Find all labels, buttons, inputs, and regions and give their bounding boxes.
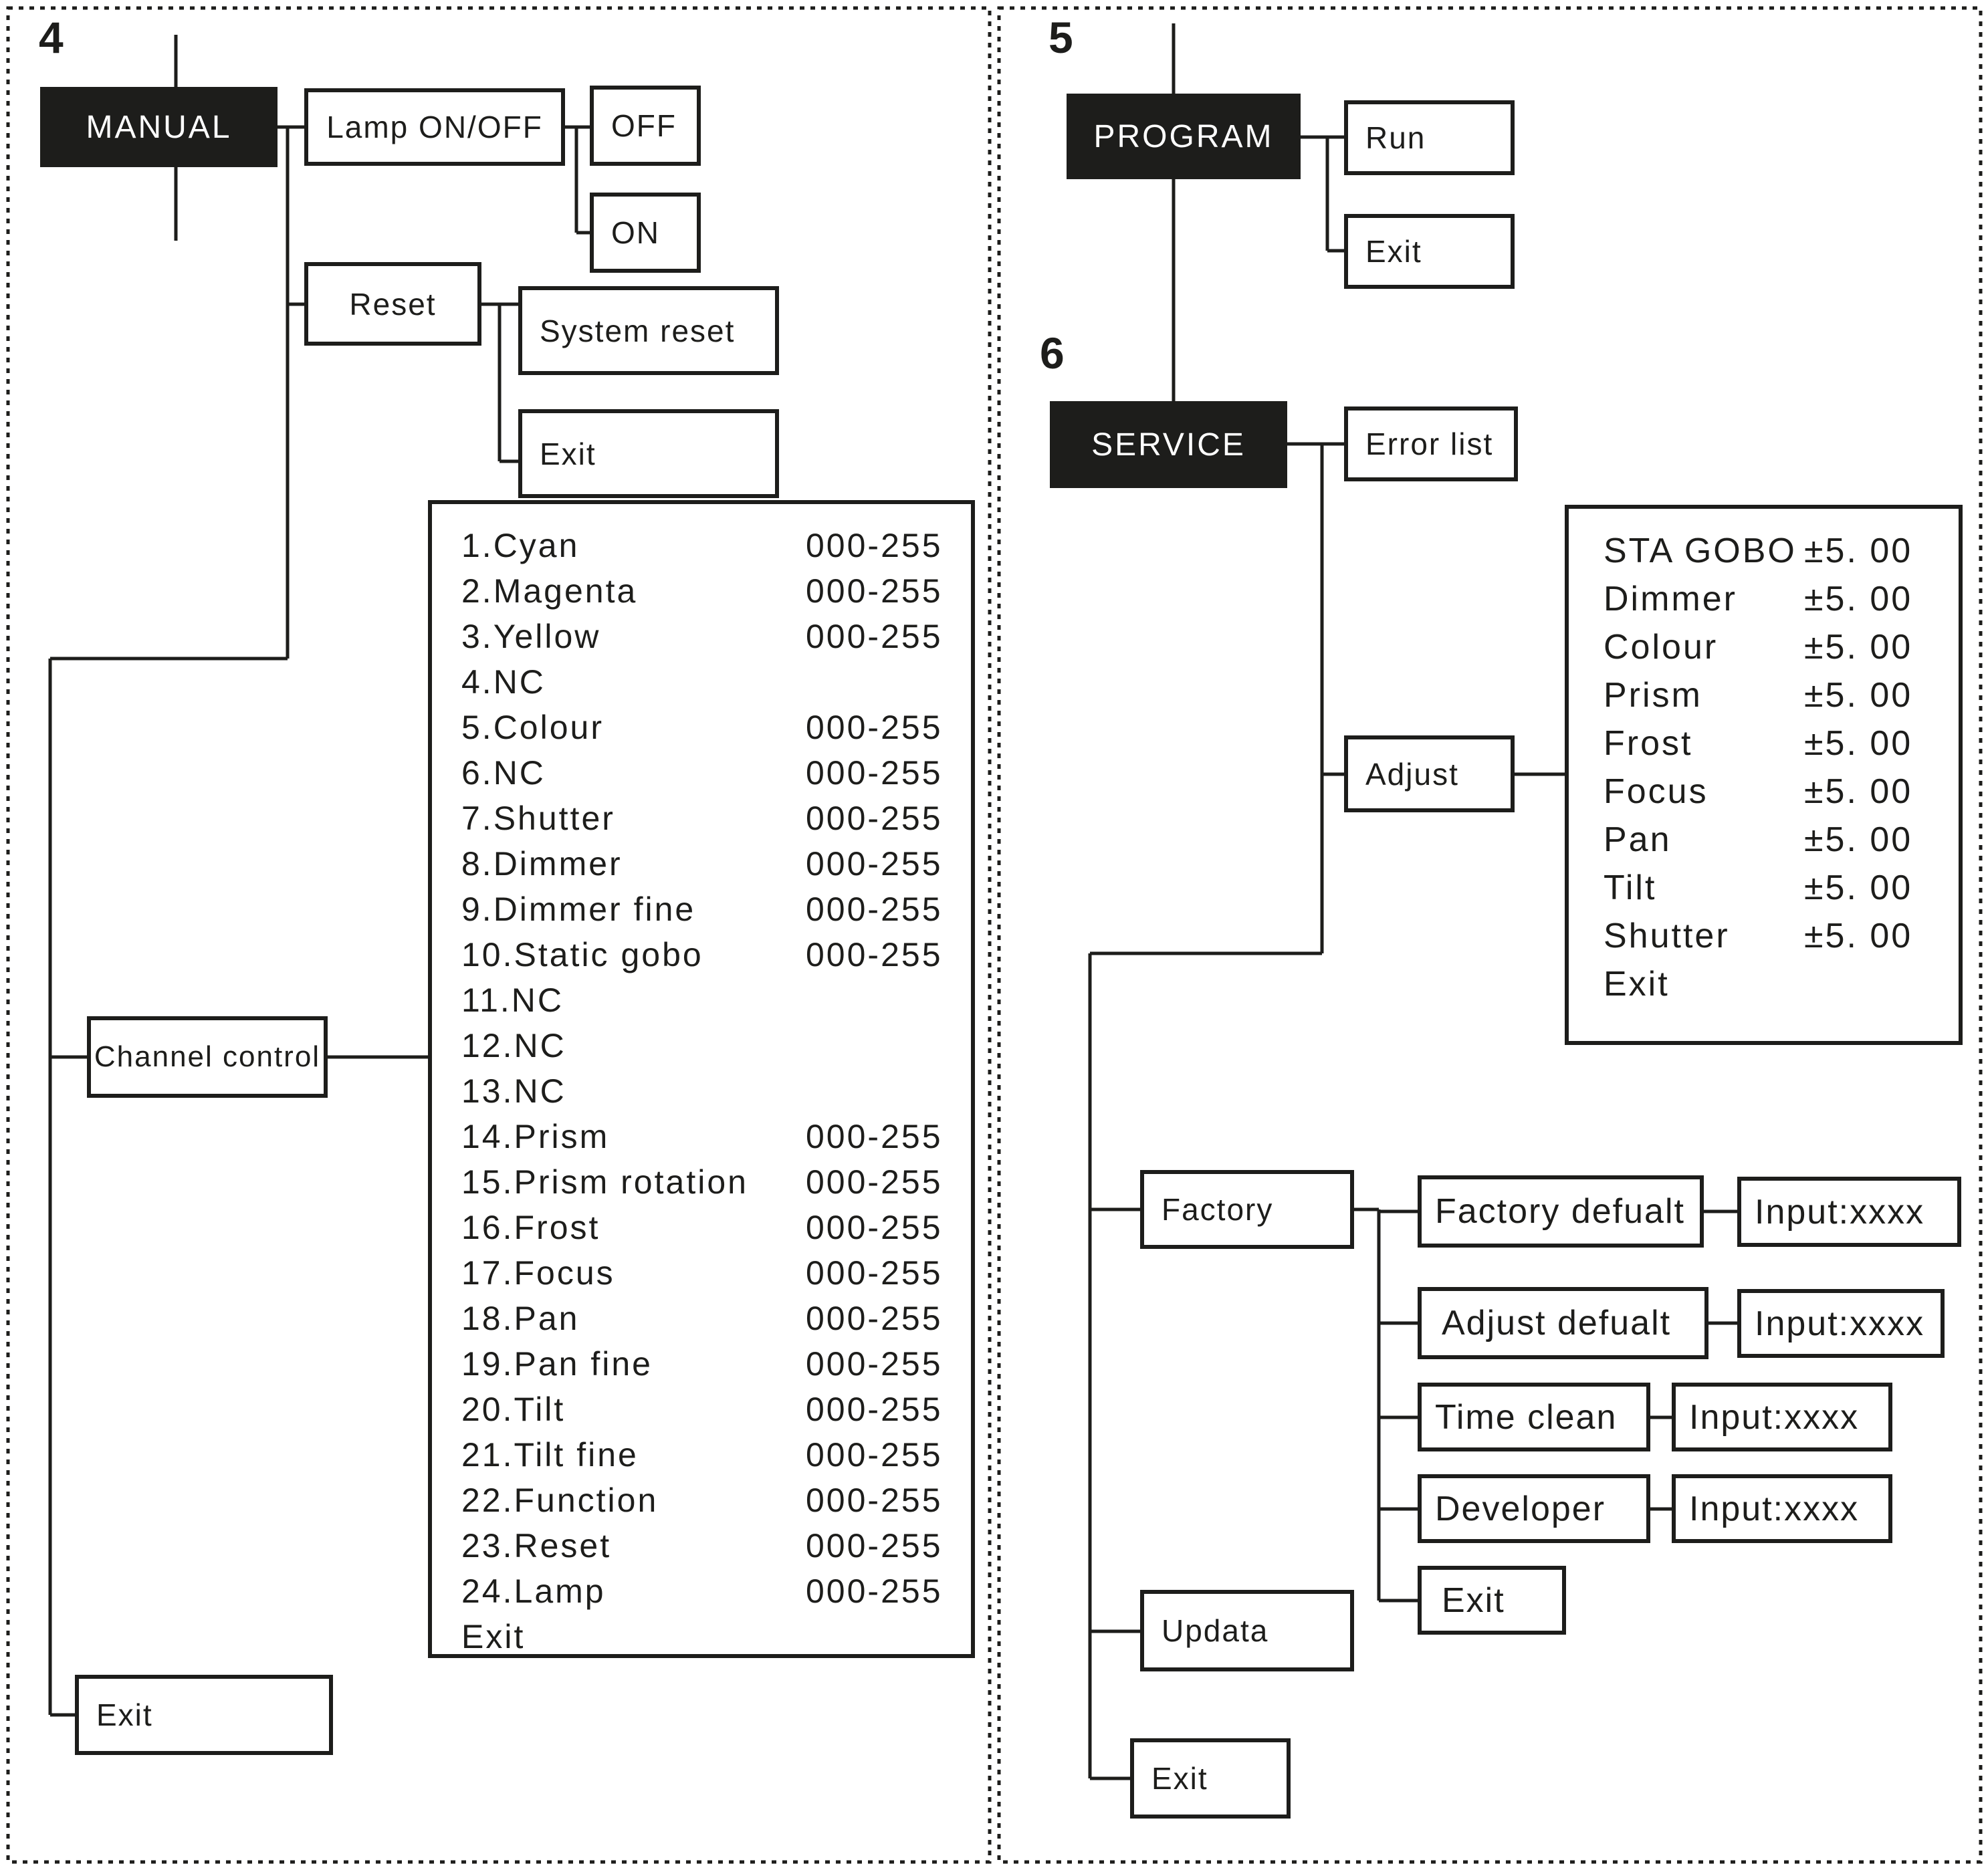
channel-row xyxy=(461,523,956,568)
channel-label: 6.NC xyxy=(461,754,546,792)
channel-range: 000-255 xyxy=(806,1300,943,1337)
channel-row xyxy=(461,1114,956,1159)
channel-row xyxy=(461,705,956,750)
node-adjust-default: Adjust defualt xyxy=(1418,1287,1708,1359)
channel-label: 14.Prism xyxy=(461,1118,610,1155)
channel-range: 000-255 xyxy=(806,527,943,564)
channel-row xyxy=(461,1205,956,1250)
channel-label: 9.Dimmer fine xyxy=(461,891,696,928)
adjust-default-input: Input:xxxx xyxy=(1737,1289,1945,1358)
adjust-row xyxy=(1604,623,1945,671)
node-program: PROGRAM xyxy=(1067,94,1301,179)
channel-label: 15.Prism rotation xyxy=(461,1163,748,1201)
channel-label: 23.Reset xyxy=(461,1527,612,1564)
node-time-clean: Time clean xyxy=(1418,1383,1650,1451)
adjust-value: ±5. 00 xyxy=(1804,676,1913,715)
node-reset-exit: Exit xyxy=(518,409,779,498)
adjust-value: ±5. 00 xyxy=(1804,820,1913,859)
adjust-value: ±5. 00 xyxy=(1804,868,1913,907)
channel-label: 13.NC xyxy=(461,1072,566,1110)
channel-label: 22.Function xyxy=(461,1482,659,1519)
node-service: SERVICE xyxy=(1050,401,1287,488)
channel-label: 18.Pan xyxy=(461,1300,580,1337)
adjust-value: ±5. 00 xyxy=(1804,532,1913,570)
node-system-reset: System reset xyxy=(518,286,779,375)
channel-row xyxy=(461,1068,956,1114)
channel-label: 17.Focus xyxy=(461,1254,615,1292)
adjust-label: STA GOBO xyxy=(1604,532,1797,570)
channel-row xyxy=(461,750,956,796)
channel-label: 5.Colour xyxy=(461,709,604,746)
node-lamp-off: OFF xyxy=(590,86,701,166)
adjust-value: ±5. 00 xyxy=(1804,724,1913,763)
adjust-row xyxy=(1604,768,1945,816)
adjust-value: ±5. 00 xyxy=(1804,580,1913,618)
channel-range: 000-255 xyxy=(806,1572,943,1610)
channel-row xyxy=(461,1341,956,1387)
channel-label: 3.Yellow xyxy=(461,618,601,655)
channel-range: 000-255 xyxy=(806,572,943,610)
channel-range: 000-255 xyxy=(806,754,943,792)
channel-range: 000-255 xyxy=(806,1482,943,1519)
channel-label: 7.Shutter xyxy=(461,800,615,837)
section-number-4: 4 xyxy=(39,13,64,62)
channel-range: 000-255 xyxy=(806,1209,943,1246)
adjust-row xyxy=(1604,960,1945,1008)
adjust-row xyxy=(1604,719,1945,768)
channel-label: 12.NC xyxy=(461,1027,566,1064)
node-manual-exit: Exit xyxy=(75,1675,333,1755)
node-factory: Factory xyxy=(1140,1170,1354,1249)
adjust-row xyxy=(1604,912,1945,960)
developer-input: Input:xxxx xyxy=(1672,1474,1892,1543)
channel-row xyxy=(461,1614,956,1659)
adjust-value: ±5. 00 xyxy=(1804,917,1913,955)
node-service-exit: Exit xyxy=(1130,1738,1291,1819)
node-developer: Developer xyxy=(1418,1474,1650,1543)
channel-range: 000-255 xyxy=(806,1163,943,1201)
channel-label: 24.Lamp xyxy=(461,1572,606,1610)
channel-label: Exit xyxy=(461,1618,526,1655)
node-channel-control: Channel control xyxy=(87,1016,328,1098)
channel-range: 000-255 xyxy=(806,1527,943,1564)
factory-default-input: Input:xxxx xyxy=(1737,1177,1961,1247)
adjust-row xyxy=(1604,575,1945,623)
adjust-label: Frost xyxy=(1604,724,1693,763)
channel-label: 2.Magenta xyxy=(461,572,638,610)
channel-row xyxy=(461,1568,956,1614)
channel-range: 000-255 xyxy=(806,1391,943,1428)
node-lamp-on: ON xyxy=(590,193,701,273)
channel-row xyxy=(461,1387,956,1432)
channel-row xyxy=(461,659,956,705)
node-factory-exit: Exit xyxy=(1418,1566,1566,1635)
channel-row xyxy=(461,887,956,932)
channel-range: 000-255 xyxy=(806,936,943,973)
channel-range: 000-255 xyxy=(806,1436,943,1474)
channel-range: 000-255 xyxy=(806,1254,943,1292)
adjust-label: Shutter xyxy=(1604,917,1730,955)
adjust-label: Exit xyxy=(1604,965,1670,1004)
channel-row xyxy=(461,1159,956,1205)
channel-label: 4.NC xyxy=(461,663,546,701)
node-lamp-on-off: Lamp ON/OFF xyxy=(304,88,565,166)
channel-label: 19.Pan fine xyxy=(461,1345,653,1383)
channel-row xyxy=(461,796,956,841)
channel-row xyxy=(461,1523,956,1568)
channel-range: 000-255 xyxy=(806,618,943,655)
node-factory-default: Factory defualt xyxy=(1418,1175,1704,1248)
channel-row xyxy=(461,1296,956,1341)
channel-label: 11.NC xyxy=(461,981,564,1019)
section-number-6: 6 xyxy=(1040,328,1065,378)
channel-label: 16.Frost xyxy=(461,1209,600,1246)
adjust-label: Prism xyxy=(1604,676,1702,715)
channel-row xyxy=(461,977,956,1023)
node-error-list: Error list xyxy=(1344,406,1518,481)
channel-label: 8.Dimmer xyxy=(461,845,623,883)
adjust-row xyxy=(1604,864,1945,912)
channel-row xyxy=(461,614,956,659)
channel-row xyxy=(461,1432,956,1478)
adjust-row xyxy=(1604,671,1945,719)
channel-range: 000-255 xyxy=(806,709,943,746)
node-run: Run xyxy=(1344,100,1515,175)
channel-row xyxy=(461,841,956,887)
adjust-label: Dimmer xyxy=(1604,580,1737,618)
channel-row xyxy=(461,568,956,614)
channel-range: 000-255 xyxy=(806,1345,943,1383)
node-manual: MANUAL xyxy=(40,87,278,167)
node-reset: Reset xyxy=(304,262,481,346)
section-number-5: 5 xyxy=(1048,13,1074,62)
adjust-label: Focus xyxy=(1604,772,1708,811)
adjust-value: ±5. 00 xyxy=(1804,628,1913,667)
channel-row xyxy=(461,1250,956,1296)
node-updata: Updata xyxy=(1140,1590,1354,1671)
channel-range: 000-255 xyxy=(806,1118,943,1155)
channel-range: 000-255 xyxy=(806,800,943,837)
channel-list xyxy=(461,523,956,1659)
time-clean-input: Input:xxxx xyxy=(1672,1383,1892,1451)
channel-range: 000-255 xyxy=(806,891,943,928)
channel-label: 21.Tilt fine xyxy=(461,1436,639,1474)
adjust-list xyxy=(1604,527,1945,1008)
channel-row xyxy=(461,932,956,977)
channel-label: 20.Tilt xyxy=(461,1391,566,1428)
channel-row xyxy=(461,1023,956,1068)
adjust-label: Colour xyxy=(1604,628,1719,667)
channel-label: 1.Cyan xyxy=(461,527,580,564)
channel-range: 000-255 xyxy=(806,845,943,883)
node-program-exit: Exit xyxy=(1344,214,1515,289)
channel-row xyxy=(461,1478,956,1523)
adjust-row xyxy=(1604,816,1945,864)
channel-label: 10.Static gobo xyxy=(461,936,703,973)
adjust-value: ±5. 00 xyxy=(1804,772,1913,811)
adjust-label: Pan xyxy=(1604,820,1672,859)
adjust-row xyxy=(1604,527,1945,575)
adjust-label: Tilt xyxy=(1604,868,1657,907)
node-adjust: Adjust xyxy=(1344,735,1515,812)
